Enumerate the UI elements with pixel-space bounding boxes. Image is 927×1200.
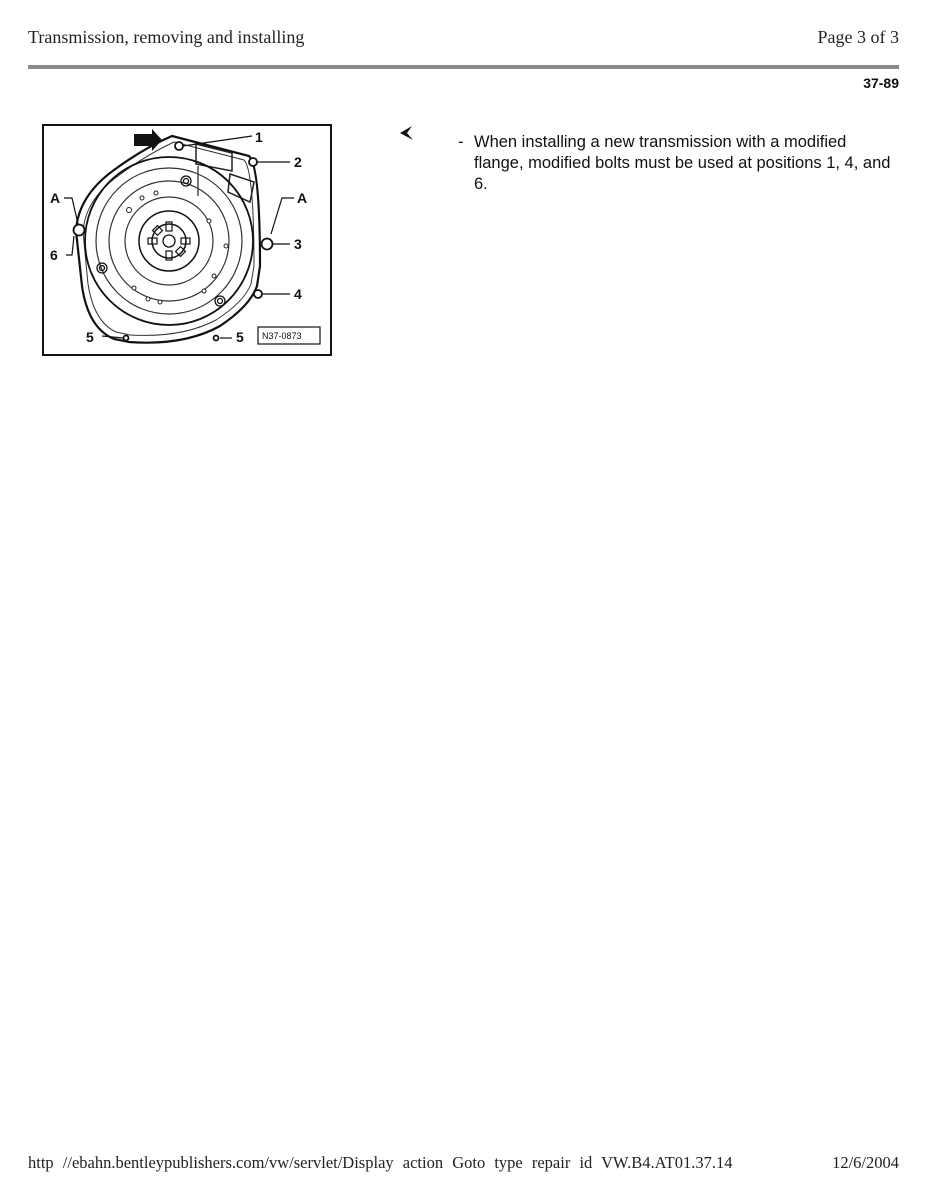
bolt-3 (262, 239, 273, 250)
flywheel-ring-3 (109, 181, 229, 301)
figure-code: N37-0873 (262, 331, 302, 341)
label-5-right: 5 (236, 329, 244, 345)
flywheel-outer-ring (85, 157, 253, 325)
label-2: 2 (294, 154, 302, 170)
bolt-6 (74, 225, 85, 236)
header-divider (28, 65, 899, 69)
label-1: 1 (255, 129, 263, 145)
bolt-4 (254, 290, 262, 298)
flange-diagram-svg (44, 126, 330, 354)
label-5-left: 5 (86, 329, 94, 345)
dowel-holes (97, 176, 225, 306)
instruction-step (458, 132, 898, 195)
footer-source-url: http //ebahn.bentleypublishers.com/vw/servlet/Display action Goto type repair id VW.B4.AT01.37.14 (28, 1153, 733, 1172)
hub-slots (148, 222, 190, 260)
flywheel-ring-2 (96, 168, 242, 314)
bolt-5-left (124, 336, 129, 341)
transmission-flange-illustration (42, 124, 332, 356)
pointer-arrow-icon (398, 124, 416, 142)
label-3: 3 (294, 236, 302, 252)
flywheel-center-hole (163, 235, 175, 247)
bolt-1 (175, 142, 183, 150)
section-page-number: 37-89 (863, 75, 899, 91)
header-title: Transmission, removing and installing (28, 27, 305, 47)
label-4: 4 (294, 286, 302, 302)
housing-rib-upper (196, 144, 232, 171)
footer-date: 12/6/2004 (832, 1153, 899, 1172)
flywheel-ring-4 (125, 197, 213, 285)
instruction-text: When installing a new transmission with a modified flange, modified bolts must be used at positions 1, 4, and 6. (474, 133, 891, 193)
bolt-positions (74, 142, 273, 341)
bolt-5-right (214, 336, 219, 341)
bolt-2 (249, 158, 257, 166)
label-a-left: A (50, 190, 61, 206)
label-a-right: A (297, 190, 308, 206)
label-6: 6 (50, 247, 58, 263)
header-page-indicator: Page 3 of 3 (817, 27, 899, 47)
list-dash: - (458, 133, 464, 151)
